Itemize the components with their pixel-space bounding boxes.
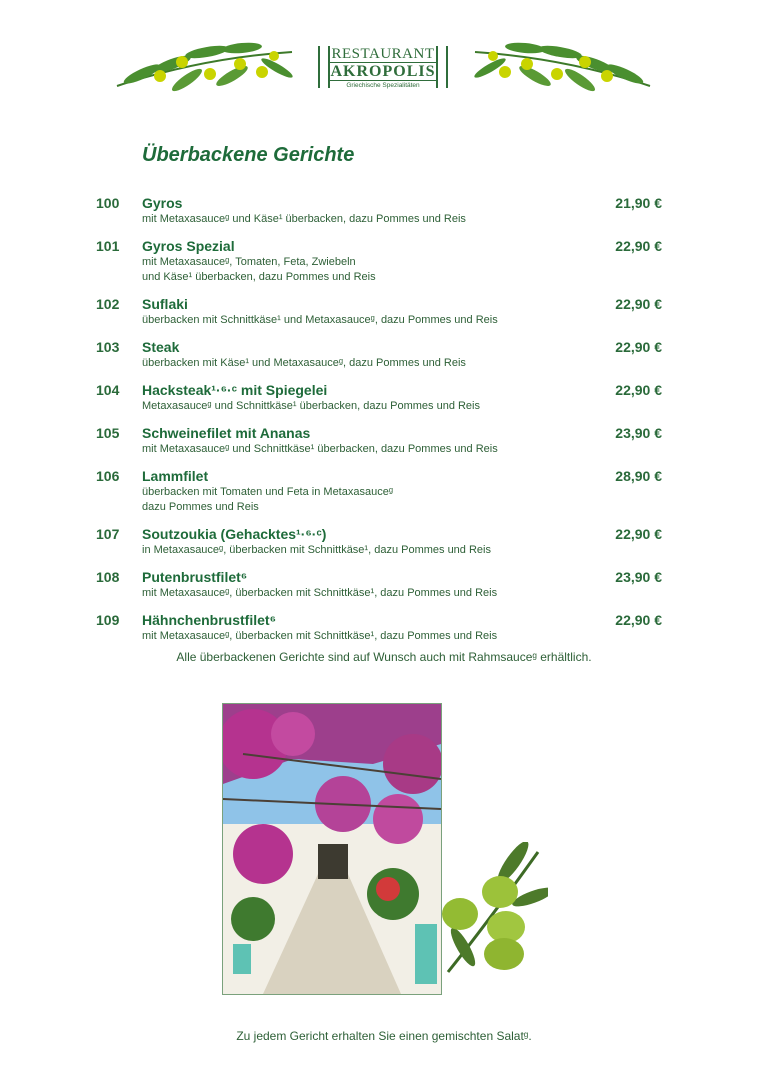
item-price: 23,90 € bbox=[615, 569, 662, 585]
item-number: 109 bbox=[96, 612, 120, 628]
item-number: 103 bbox=[96, 339, 120, 355]
item-number: 104 bbox=[96, 382, 120, 398]
item-number: 101 bbox=[96, 238, 120, 254]
item-description: Metaxasauceᵍ und Schnittkäse¹ überbacken, dazu Pommes und Reis bbox=[142, 400, 480, 412]
menu-item bbox=[96, 612, 666, 644]
item-number: 107 bbox=[96, 526, 120, 542]
item-title: Hähnchenbrustfilet⁶ bbox=[142, 612, 277, 628]
item-title: Steak bbox=[142, 339, 180, 355]
item-description: mit Metaxasauceᵍ und Käse¹ überbacken, dazu Pommes und Reis bbox=[142, 213, 466, 225]
item-description: mit Metaxasauceᵍ, überbacken mit Schnittkäse¹, dazu Pommes und Reis bbox=[142, 587, 498, 599]
item-description: mit Metaxasauceᵍ, Tomaten, Feta, Zwiebeln bbox=[142, 256, 356, 268]
item-price: 21,90 € bbox=[615, 195, 662, 211]
olive-branch-right-icon bbox=[470, 38, 655, 96]
item-number: 108 bbox=[96, 569, 120, 585]
menu-item bbox=[96, 382, 666, 414]
menu-item bbox=[96, 526, 666, 558]
item-title: Soutzoukia (Gehacktes¹·⁶·ᶜ) bbox=[142, 526, 327, 542]
menu-note: Alle überbackenen Gerichte sind auf Wunsch auch mit Rahmsauceᵍ erhältlich. bbox=[176, 650, 592, 664]
item-description: mit Metaxasauceᵍ und Schnittkäse¹ überbacken, dazu Pommes und Reis bbox=[142, 443, 498, 455]
item-price: 22,90 € bbox=[615, 382, 662, 398]
section-heading: Überbackene Gerichte bbox=[142, 144, 355, 166]
item-title: Gyros Spezial bbox=[142, 238, 235, 254]
menu-list bbox=[96, 195, 666, 655]
item-price: 22,90 € bbox=[615, 296, 662, 312]
item-title: Gyros bbox=[142, 195, 183, 211]
item-price: 23,90 € bbox=[615, 425, 662, 441]
item-title: Lammfilet bbox=[142, 468, 209, 484]
item-number: 105 bbox=[96, 425, 120, 441]
item-description: dazu Pommes und Reis bbox=[142, 501, 259, 513]
item-description: überbacken mit Tomaten und Feta in Metaxasauceᵍ bbox=[142, 486, 393, 498]
page-header bbox=[0, 38, 768, 100]
item-title: Schweinefilet mit Ananas bbox=[142, 425, 311, 441]
menu-item bbox=[96, 238, 666, 285]
item-number: 106 bbox=[96, 468, 120, 484]
logo-subtitle: Griechische Spezialitäten bbox=[346, 82, 420, 89]
menu-item bbox=[96, 425, 666, 457]
item-number: 100 bbox=[96, 195, 120, 211]
item-description: überbacken mit Schnittkäse¹ und Metaxasauceᵍ, dazu Pommes und Reis bbox=[142, 314, 498, 326]
item-price: 22,90 € bbox=[615, 238, 662, 254]
item-price: 22,90 € bbox=[615, 612, 662, 628]
logo-column-right bbox=[436, 46, 448, 88]
item-title: Suflaki bbox=[142, 296, 188, 312]
item-price: 28,90 € bbox=[615, 468, 662, 484]
logo-name: AKROPOLIS bbox=[328, 62, 438, 81]
menu-item bbox=[96, 569, 666, 601]
restaurant-logo bbox=[318, 46, 448, 94]
item-description: mit Metaxasauceᵍ, überbacken mit Schnittkäse¹, dazu Pommes und Reis bbox=[142, 630, 498, 642]
item-description: in Metaxasauceᵍ, überbacken mit Schnittkäse¹, dazu Pommes und Reis bbox=[142, 544, 491, 556]
logo-column-left bbox=[318, 46, 330, 88]
menu-item bbox=[96, 339, 666, 371]
item-number: 102 bbox=[96, 296, 120, 312]
menu-item bbox=[96, 468, 666, 515]
menu-item bbox=[96, 296, 666, 328]
olive-branch-left-icon bbox=[112, 38, 297, 96]
item-price: 22,90 € bbox=[615, 339, 662, 355]
menu-item bbox=[96, 195, 666, 227]
page-footer-note: Zu jedem Gericht erhalten Sie einen gemischten Salatᵍ. bbox=[236, 1029, 532, 1043]
logo-top-text: RESTAURANT bbox=[331, 46, 435, 62]
item-description: überbacken mit Käse¹ und Metaxasauceᵍ, dazu Pommes und Reis bbox=[142, 357, 466, 369]
item-title: Hacksteak¹·⁶·ᶜ mit Spiegelei bbox=[142, 382, 328, 398]
item-title: Putenbrustfilet⁶ bbox=[142, 569, 248, 585]
item-price: 22,90 € bbox=[615, 526, 662, 542]
item-description: und Käse¹ überbacken, dazu Pommes und Reis bbox=[142, 271, 376, 283]
courtyard-photo bbox=[222, 703, 442, 995]
olive-sprig-icon bbox=[438, 842, 548, 982]
